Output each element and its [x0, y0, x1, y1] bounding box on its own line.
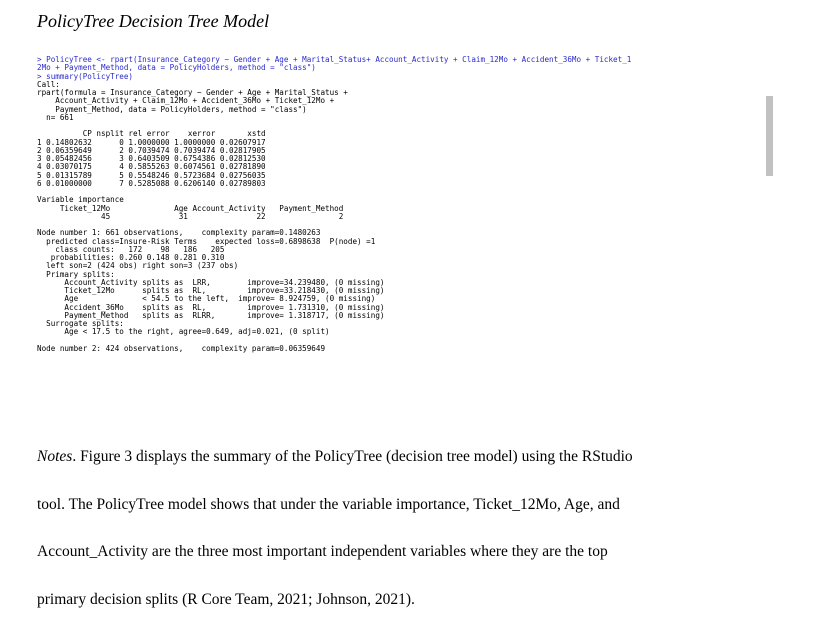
console-line: Node number 2: 424 observations, complexity param=0.06359649 [37, 344, 326, 353]
console-line: 2Mo + Payment_Method, data = PolicyHolders, method = "class") [37, 64, 316, 73]
console-line: > PolicyTree <- rpart(Insurance_Category ~ Gender + Age + Marital_Status+ Account_Activity + Claim_12Mo + Accident_36Mo + Ticket_1 [37, 56, 632, 64]
console-line: probabilities: 0.260 0.148 0.281 0.310 [37, 254, 225, 262]
vertical-scrollbar[interactable] [761, 56, 773, 380]
console-line: Age < 17.5 to the right, agree=0.649, adj=0.021, (0 split) [37, 328, 330, 337]
console-line: Payment_Method splits as RLRR, improve= 1.318717, (0 missing) [37, 311, 385, 320]
notes-line-4: primary decision splits (R Core Team, 2021; Johnson, 2021). [37, 590, 415, 608]
notes-line-1 [37, 433, 797, 481]
console-line: > summary(PolicyTree) [37, 72, 134, 81]
console-line: Surrogate splits: [37, 320, 124, 328]
figure-title: PolicyTree Decision Tree Model [37, 11, 270, 31]
console-line: 6 0.01000000 7 0.5285088 0.6206140 0.02789803 [37, 179, 266, 188]
notes-line-3: Account_Activity are the three most important independent variables where they are the top [37, 543, 608, 560]
console-line: Payment_Method, data = PolicyHolders, method = "class") [37, 105, 307, 114]
console-line: 5 0.01315789 5 0.5548246 0.5723684 0.02756035 [37, 171, 266, 180]
console-line [37, 337, 757, 345]
console-line: Primary splits: [37, 270, 115, 279]
console-line: rpart(formula = Insurance_Category ~ Gender + Age + Marital_Status + [37, 89, 348, 97]
console-text [37, 56, 757, 353]
notes-line-2: tool. The PolicyTree model shows that under the variable importance, Ticket_12Mo, Age, and [37, 495, 620, 513]
scrollbar-thumb[interactable] [766, 96, 773, 176]
notes-text-1: . Figure 3 displays the summary of the PolicyTree (decision tree model) using the RStudio [72, 448, 633, 465]
console-line: Age < 54.5 to the left, improve= 8.924759, (0 missing) [37, 295, 376, 304]
console-line: left son=2 (424 obs) right son=3 (237 obs) [37, 262, 239, 271]
console-line: Ticket_12Mo Age Account_Activity Payment_Method [37, 204, 344, 213]
console-line: Account_Activity + Claim_12Mo + Accident_36Mo + Ticket_12Mo + [37, 97, 335, 106]
console-line: CP nsplit rel error xerror xstd [37, 130, 266, 139]
r-console-output[interactable] [37, 56, 773, 380]
console-line: Ticket_12Mo splits as RL, improve=33.218430, (0 missing) [37, 287, 385, 295]
console-line [37, 122, 757, 130]
console-line: Accident_36Mo splits as RL, improve= 1.731310, (0 missing) [37, 303, 385, 312]
console-line: predicted class=Insure-Risk Terms expected loss=0.6898638 P(node) =1 [37, 237, 376, 246]
notes-label: Notes [37, 448, 73, 465]
console-line: n= 661 [37, 113, 74, 122]
figure-notes [37, 433, 797, 623]
console-line: Account_Activity splits as LRR, improve=34.239480, (0 missing) [37, 278, 385, 287]
console-line: class counts: 172 98 186 205 [37, 245, 225, 254]
console-line: Variable importance [37, 196, 124, 205]
console-line: 1 0.14802632 0 1.0000000 1.0000000 0.02607917 [37, 138, 266, 147]
console-line: 2 0.06359649 2 0.7039474 0.7039474 0.02817905 [37, 146, 266, 155]
console-line: 4 0.03070175 4 0.5855263 0.6074561 0.02781890 [37, 163, 266, 172]
console-line: Call: [37, 80, 60, 89]
console-line: Node number 1: 661 observations, complexity param=0.1480263 [37, 229, 321, 238]
console-line: 45 31 22 2 [37, 212, 344, 221]
console-line [37, 221, 757, 229]
console-line: 3 0.05482456 3 0.6403509 0.6754386 0.02812530 [37, 155, 266, 163]
console-line [37, 188, 757, 196]
